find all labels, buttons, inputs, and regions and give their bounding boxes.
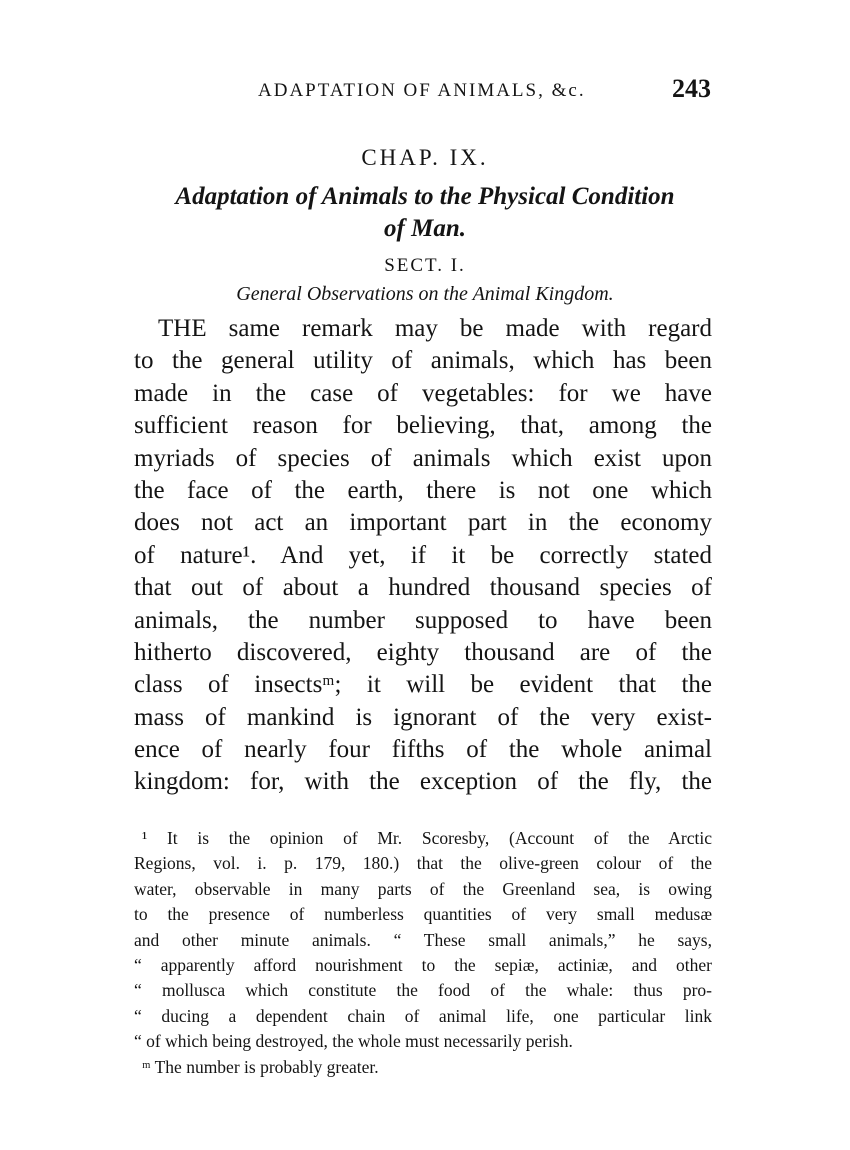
footnote-m: ᵐ The number is probably greater. (142, 1056, 379, 1077)
section-number: SECT. I. (384, 255, 466, 276)
body-line: made in the case of vegetables: for we have (134, 379, 712, 407)
footnote-line: and other minute animals. “ These small animals,” he says, (134, 929, 712, 950)
body-line: THE same remark may be made with regard (158, 315, 712, 342)
footnote-line: “ of which being destroyed, the whole must necessarily perish. (134, 1031, 573, 1052)
chapter-number: CHAP. IX. (361, 145, 489, 170)
body-line: animals, the number supposed to have been (134, 606, 712, 634)
body-text (134, 313, 712, 799)
running-head: ADAPTATION OF ANIMALS, &c. (258, 80, 586, 101)
body-line: class of insectsᵐ; it will be evident that the (134, 671, 712, 699)
body-line: the face of the earth, there is not one which (134, 476, 712, 504)
footnote-line: “ apparently afford nourishment to the sepiæ, actiniæ, and other (134, 954, 712, 975)
body-line: kingdom: for, with the exception of the fly, the (134, 768, 712, 796)
chapter-title-line: Adaptation of Animals to the Physical Condition (175, 183, 675, 210)
body-line: hitherto discovered, eighty thousand are of the (134, 638, 712, 666)
body-line: sufficient reason for believing, that, among the (134, 412, 712, 440)
body-line: does not act an important part in the economy (134, 509, 712, 537)
footnotes (134, 826, 712, 1080)
body-line: ence of nearly four fifths of the whole animal (134, 736, 712, 764)
footnote-line: ¹ It is the opinion of Mr. Scoresby, (Account of the Arctic (142, 828, 712, 848)
body-line: of nature¹. And yet, if it be correctly stated (134, 541, 712, 569)
footnote-line: “ ducing a dependent chain of animal life, one particular link (134, 1005, 712, 1026)
footnote-line: water, observable in many parts of the Greenland sea, is owing (134, 878, 712, 899)
chapter-title-line: of Man. (384, 215, 466, 242)
footnote-line: Regions, vol. i. p. 179, 180.) that the olive-green colour of the (134, 853, 712, 874)
body-line: to the general utility of animals, which has been (134, 347, 712, 375)
body-line: myriads of species of animals which exist upon (134, 444, 712, 472)
footnote-line: to the presence of numberless quantities of very small medusæ (134, 904, 712, 925)
section-title: General Observations on the Animal Kingdom. (236, 283, 614, 305)
body-line: mass of mankind is ignorant of the very exist- (134, 703, 712, 731)
page-header (0, 68, 850, 108)
page-number: 243 (672, 74, 711, 103)
footnote-line: “ mollusca which constitute the food of the whale: thus pro- (134, 980, 712, 1001)
chapter-title (120, 181, 730, 245)
body-line: that out of about a hundred thousand species of (134, 574, 712, 602)
